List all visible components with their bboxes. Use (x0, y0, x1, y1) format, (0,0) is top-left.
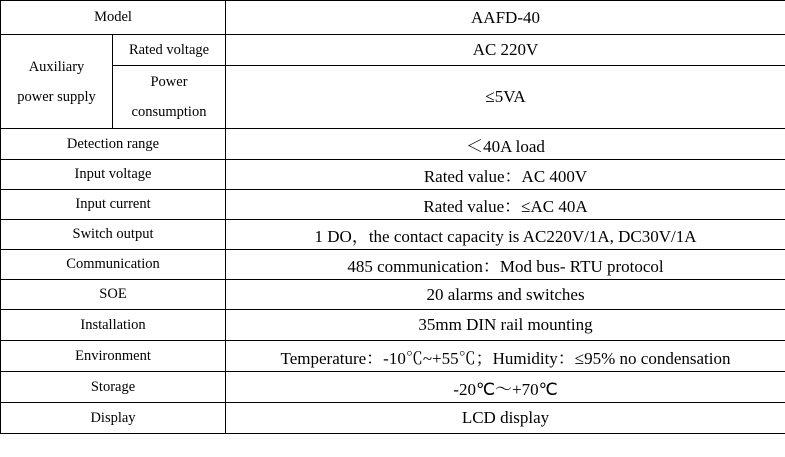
row-label: SOE (1, 280, 226, 310)
row-label: Communication (1, 250, 226, 280)
row-value: 20 alarms and switches (226, 280, 785, 310)
row-value: ＜40A load (226, 129, 785, 160)
table-row (1, 280, 785, 310)
power-consumption-label (113, 66, 226, 129)
rated-voltage-value: AC 220V (226, 35, 785, 66)
row-value: -20℃～+70℃ (226, 372, 785, 403)
rated-voltage-label: Rated voltage (113, 35, 226, 66)
row-label: Detection range (1, 129, 226, 160)
table-row (1, 1, 785, 35)
row-label: Input voltage (1, 160, 226, 190)
table-row (1, 372, 785, 403)
row-value: 1 DO，the contact capacity is AC220V/1A, DC30V/1A (226, 220, 785, 250)
row-value: 485 communication：Mod bus- RTU protocol (226, 250, 785, 280)
aux-label-line2: power supply (17, 88, 96, 105)
power-consumption-line1: Power (150, 74, 188, 90)
row-label: Switch output (1, 220, 226, 250)
row-value: 35mm DIN rail mounting (226, 310, 785, 341)
model-label: Model (1, 1, 226, 35)
table-row (1, 35, 785, 66)
table-row (1, 310, 785, 341)
row-label: Environment (1, 341, 226, 372)
aux-label-line1: Auxiliary (28, 58, 85, 75)
table-row (1, 160, 785, 190)
row-label: Display (1, 403, 226, 434)
table-row (1, 250, 785, 280)
row-label: Storage (1, 372, 226, 403)
table-row (1, 190, 785, 220)
row-value: Rated value：≤AC 40A (226, 190, 785, 220)
row-value: Temperature：-10℃~+55℃；Humidity：≤95% no condensation (226, 341, 785, 372)
model-value: AAFD-40 (226, 1, 785, 35)
power-consumption-value: ≤5VA (226, 66, 785, 129)
power-consumption-line2: consumption (131, 104, 207, 120)
table-row (1, 220, 785, 250)
row-label: Installation (1, 310, 226, 341)
table-row (1, 403, 785, 434)
row-value: LCD display (226, 403, 785, 434)
table-row (1, 66, 785, 129)
table-row (1, 341, 785, 372)
table-row (1, 129, 785, 160)
auxiliary-power-supply-label (1, 35, 113, 129)
row-label: Input current (1, 190, 226, 220)
row-value: Rated value：AC 400V (226, 160, 785, 190)
